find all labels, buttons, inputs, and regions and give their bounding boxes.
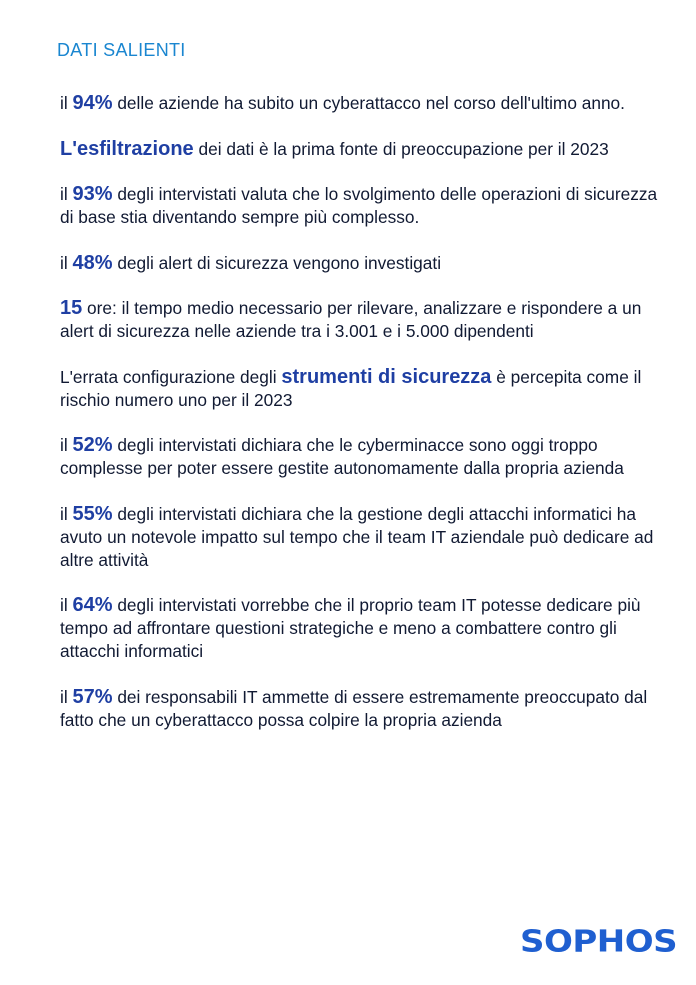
fact-item [60,366,660,412]
fact-item [60,252,660,275]
fact-highlight: strumenti di sicurezza [281,365,492,388]
fact-text: delle aziende ha subito un cyberattacco nel corso dell'ultimo anno. [112,93,625,113]
fact-highlight: 15 [60,297,83,319]
fact-item [60,434,660,480]
fact-item [60,297,660,343]
fact-text: dei dati è la prima fonte di preoccupazione per il 2023 [193,138,609,159]
fact-highlight: 55% [72,502,113,525]
fact-highlight: 48% [72,251,113,274]
fact-highlight: 94% [72,92,113,114]
facts-list [60,92,660,754]
fact-text: il [60,252,73,273]
fact-text: il [60,503,73,524]
fact-text: il [60,435,73,455]
fact-text: degli intervistati valuta che lo svolgimento delle operazioni di sicurezza di base stia diventando sempre più complesso. [60,184,658,227]
fact-item [60,594,660,663]
fact-text: il [60,93,73,113]
fact-text: degli intervistati dichiara che le cyberminacce sono oggi troppo complesse per poter essere gestite autonomamente dalla propria azienda [60,435,624,478]
fact-text: degli intervistati dichiara che la gestione degli attacchi informatici ha avuto un notevole impatto sul tempo che il team IT aziendale può dedicare ad altre attività [60,503,654,570]
fact-text: degli alert di sicurezza vengono investigati [112,252,442,273]
sophos-logo: SOPHOS [520,924,678,960]
fact-text: il [60,184,73,204]
fact-highlight: L'esfiltrazione [60,137,194,160]
fact-highlight: 57% [72,685,113,708]
fact-item [60,686,660,732]
fact-highlight: 64% [72,594,113,616]
section-heading: DATI SALIENTI [57,40,186,60]
fact-text: L'errata configurazione degli [60,366,282,387]
fact-text: il [60,686,73,707]
fact-text: il [60,595,73,615]
fact-item [60,503,660,572]
fact-text: dei responsabili IT ammette di essere estremamente preoccupato dal fatto che un cyberattacco possa colpire la propria azienda [60,686,648,730]
fact-text: degli intervistati vorrebbe che il proprio team IT potesse dedicare più tempo ad affrontare questioni strategiche e meno a combattere contro gli attacchi informatici [60,595,641,661]
fact-item [60,138,660,161]
fact-text: ore: il tempo medio necessario per rilevare, analizzare e rispondere a un alert di sicurezza nelle aziende tra i 3.001 e i 5.000 dipendenti [60,298,642,341]
fact-highlight: 52% [72,434,113,456]
fact-text: è percepita come il rischio numero uno per il 2023 [60,366,642,410]
fact-item [60,92,660,115]
fact-highlight: 93% [72,183,113,205]
fact-item [60,183,660,229]
